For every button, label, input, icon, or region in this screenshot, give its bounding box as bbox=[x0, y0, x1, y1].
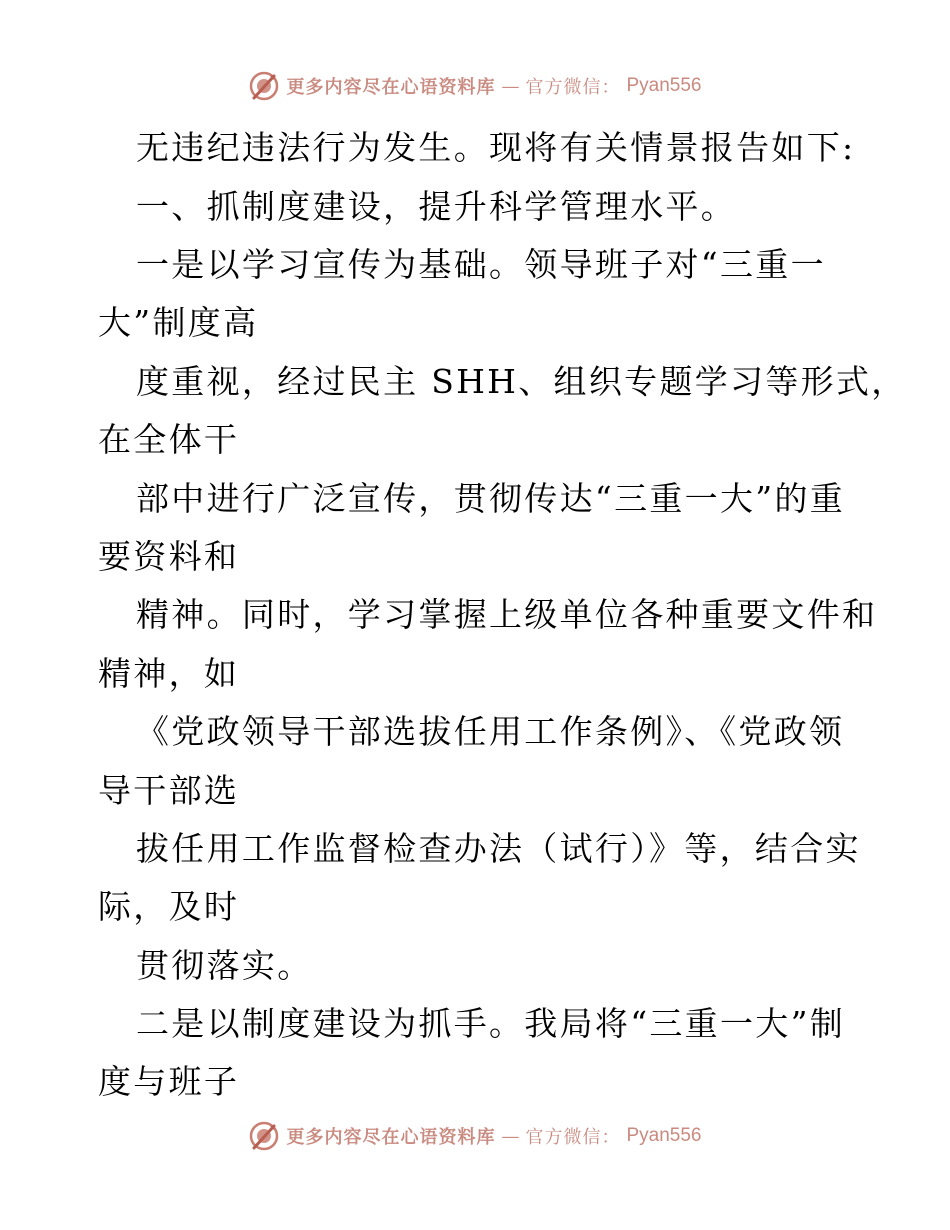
text-line: 贯彻落实。 bbox=[136, 946, 313, 985]
watermark-brand: 更多内容尽在心语资料库 bbox=[286, 77, 496, 98]
pen-seal-icon bbox=[248, 70, 280, 102]
text-line: 《党政领导干部选拔任用工作条例》、《党政领 bbox=[136, 712, 845, 751]
text-line: 精神，如 bbox=[98, 654, 240, 693]
text-line: 度重视，经过民主 SHH、组织专题学习等形式， bbox=[136, 362, 907, 401]
text-line: 拔任用工作监督检查办法（试行）》等，结合实 bbox=[136, 829, 861, 868]
watermark-wechat-label: 官方微信： bbox=[525, 1127, 621, 1148]
watermark-wechat-id: Pyan556 bbox=[626, 75, 702, 96]
text-line: 要资料和 bbox=[98, 537, 240, 576]
text-line: 大”制度高 bbox=[98, 303, 259, 342]
text-line: 导干部选 bbox=[98, 771, 240, 810]
text-line: 二是以制度建设为抓手。我局将“三重一大”制 bbox=[136, 1004, 846, 1043]
watermark-dash: — bbox=[501, 1125, 520, 1147]
text-line: 一是以学习宣传为基础。领导班子对“三重一 bbox=[136, 245, 826, 284]
text-line: 精神。同时，学习掌握上级单位各种重要文件和 bbox=[136, 595, 878, 634]
header-watermark bbox=[0, 70, 950, 110]
watermark-dash: — bbox=[501, 75, 520, 97]
section-heading: 一、抓制度建设，提升科学管理水平。 bbox=[136, 187, 737, 226]
watermark-brand: 更多内容尽在心语资料库 bbox=[286, 1127, 496, 1148]
text-line: 际，及时 bbox=[98, 887, 240, 926]
watermark-wechat-label: 官方微信： bbox=[525, 77, 621, 98]
text-line: 部中进行广泛宣传，贯彻传达“三重一大”的重 bbox=[136, 479, 846, 518]
watermark-wechat-id: Pyan556 bbox=[626, 1125, 702, 1146]
text-line: 无违纪违法行为发生。现将有关情景报告如下: bbox=[136, 128, 856, 167]
text-line: 度与班子 bbox=[98, 1062, 240, 1101]
pen-seal-icon bbox=[248, 1120, 280, 1152]
footer-watermark bbox=[0, 1120, 950, 1160]
text-line: 在全体干 bbox=[98, 420, 240, 459]
